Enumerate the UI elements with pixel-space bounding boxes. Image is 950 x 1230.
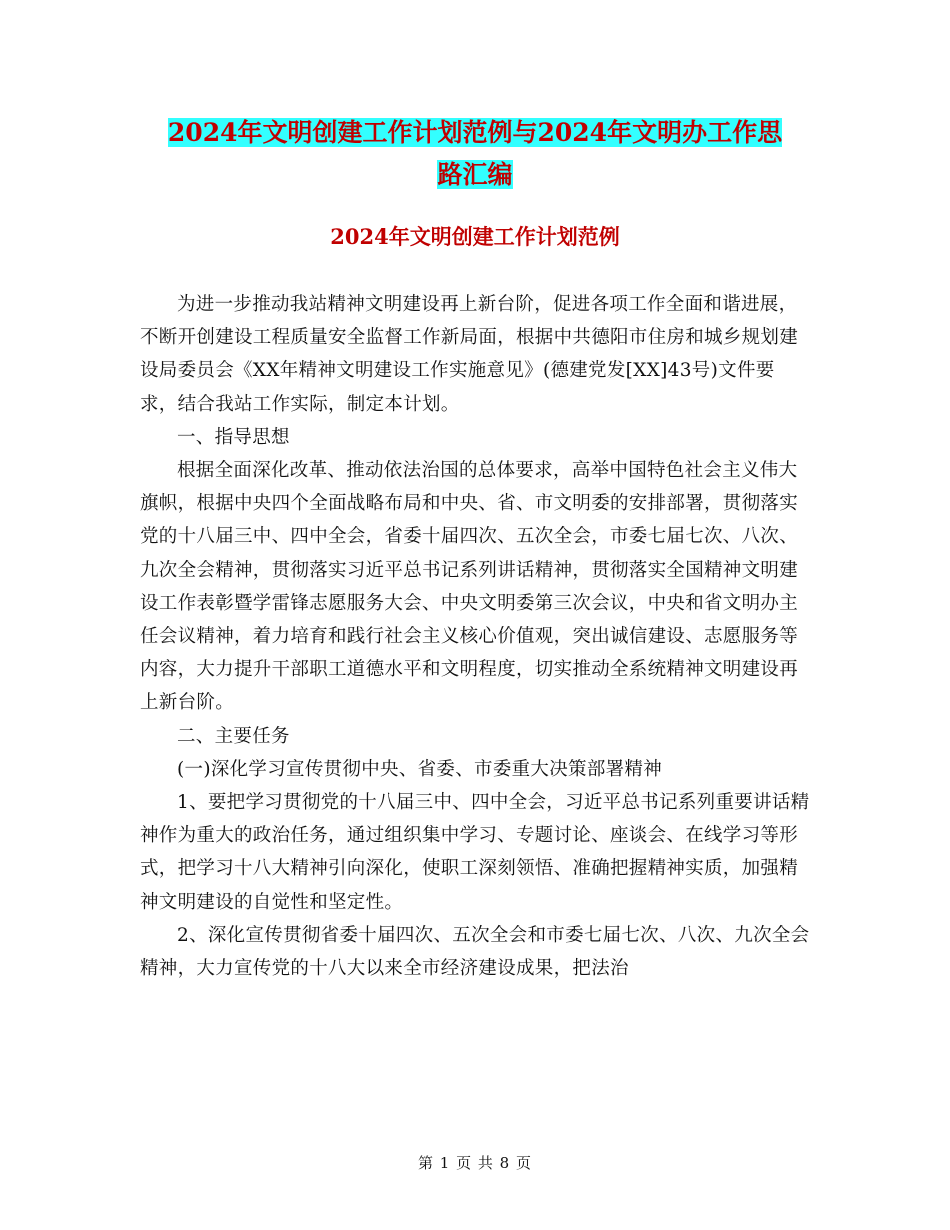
heading-guiding-ideology: 一、指导思想 bbox=[177, 426, 290, 448]
paragraph-guiding-ideology: 根据全面深化改革、推动依法治国的总体要求，高举中国特色社会主义伟大旗帜，根据中央四个全面战略布局和中央、省、市文明委的安排部署，贯彻落实党的十八届三中、四中全会，省委十届四次、五次全会，市委七届七次、八次、九次全会精神，贯彻落实习近平总书记系列讲话精神，贯彻落实全国精神文明建设工作表彰暨学雷锋志愿服务大会、中央文明委第三次会议，中央和省文明办主任会议精神，着力培育和践行社会主义核心价值观，突出诚信建设、志愿服务等内容，大力提升干部职工道德水平和文明程度，切实推动全系统精神文明建设再上新台阶。 bbox=[140, 460, 799, 714]
section-title: 2024年文明创建工作计划范例 bbox=[330, 224, 620, 249]
document-title bbox=[120, 112, 830, 196]
subheading-task-1: (一)深化学习宣传贯彻中央、省委、市委重大决策部署精神 bbox=[177, 758, 663, 780]
document-body bbox=[140, 288, 812, 985]
document-title-line1: 2024年文明创建工作计划范例与2024年文明办工作思 bbox=[167, 118, 783, 147]
paragraph-task-1-2: 2、深化宣传贯彻省委十届四次、五次全会和市委七届七次、八次、九次全会精神，大力宣传党的十八大以来全市经济建设成果，把法治 bbox=[140, 924, 810, 980]
page-footer: 第 1 页 共 8 页 bbox=[418, 1154, 532, 1172]
paragraph-task-1-1: 1、要把学习贯彻党的十八届三中、四中全会，习近平总书记系列重要讲话精神作为重大的政治任务，通过组织集中学习、专题讨论、座谈会、在线学习等形式，把学习十八大精神引向深化，使职工深刻领悟、准确把握精神实质，加强精神文明建设的自觉性和坚定性。 bbox=[140, 792, 810, 913]
document-title-line2: 路汇编 bbox=[437, 160, 513, 189]
heading-main-tasks: 二、主要任务 bbox=[177, 725, 290, 747]
paragraph-intro: 为进一步推动我站精神文明建设再上新台阶，促进各项工作全面和谐进展，不断开创建设工程质量安全监督工作新局面，根据中共德阳市住房和城乡规划建设局委员会《XX年精神文明建设工作实施意见》(德建党发[XX]43号)文件要求，结合我站工作实际，制定本计划。 bbox=[140, 294, 799, 415]
